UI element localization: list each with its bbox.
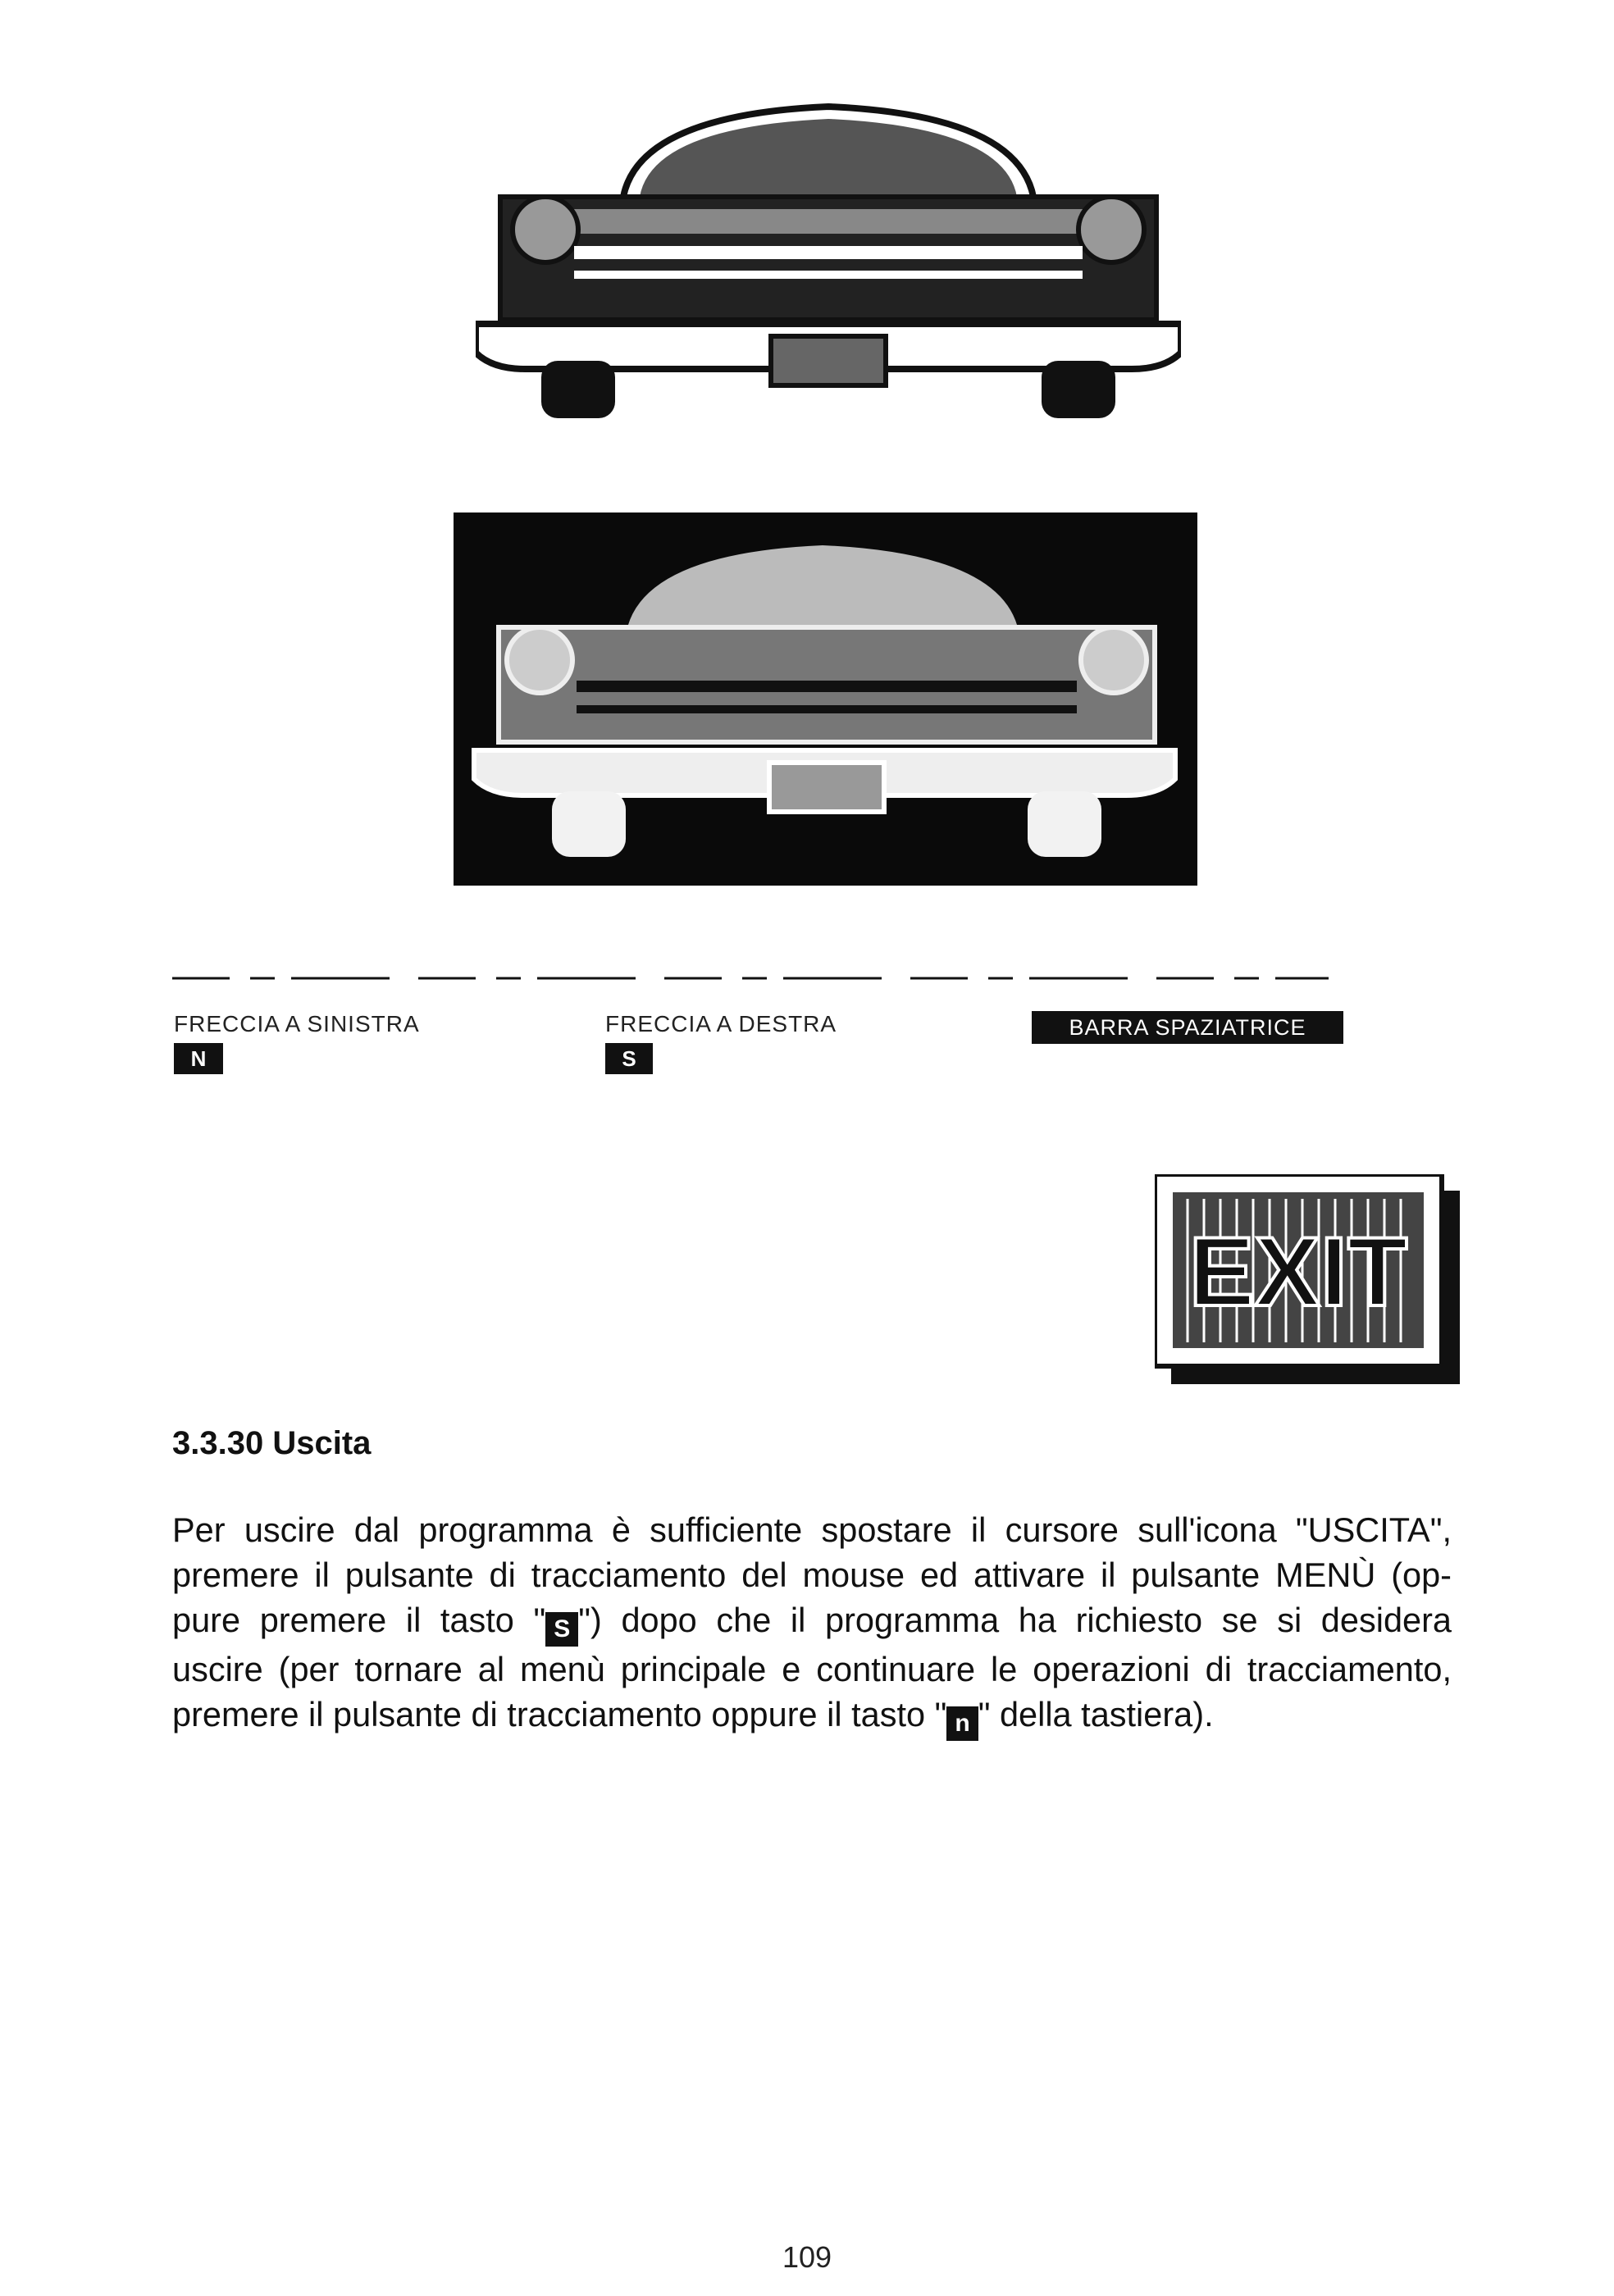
key-label-left-arrow: FRECCIA A SINISTRA xyxy=(174,1011,420,1036)
inline-key-s: S xyxy=(545,1612,578,1647)
key-cap-n: N xyxy=(174,1043,223,1074)
para-line-4: uscire (per tornare al menù principale e continuare le operazioni di tracciamento, xyxy=(172,1650,1452,1688)
key-label-right-arrow: FRECCIA A DESTRA xyxy=(605,1011,837,1036)
para-line-3a: pure premere il tasto " xyxy=(172,1601,546,1639)
para-line-5 xyxy=(172,1692,1452,1741)
exit-icon xyxy=(1155,1174,1460,1384)
para-line-3 xyxy=(172,1597,1452,1647)
dashed-separator xyxy=(172,976,1329,981)
section-paragraph xyxy=(172,1507,1452,1741)
inline-key-n: n xyxy=(946,1706,978,1741)
para-line-5a: premere il pulsante di tracciamento oppure il tasto " xyxy=(172,1695,947,1733)
car-front-normal-illustration xyxy=(476,98,1181,443)
key-cap-spacebar: BARRA SPAZIATRICE xyxy=(1032,1011,1343,1044)
page-number: 109 xyxy=(782,2240,832,2274)
section-heading: 3.3.30 Uscita xyxy=(172,1425,372,1461)
key-cap-s: S xyxy=(605,1043,653,1074)
car-front-inverted-illustration xyxy=(454,512,1197,886)
exit-icon-text: EXIT xyxy=(1188,1217,1408,1327)
para-line-1: Per uscire dal programma è sufficiente spostare il cursore sull'icona "USCITA", xyxy=(172,1510,1452,1549)
para-line-5b: " della tastiera). xyxy=(978,1695,1214,1733)
para-line-2: premere il pulsante di tracciamento del mouse ed attivare il pulsante MENÙ (op- xyxy=(172,1556,1452,1594)
para-line-3b: ") dopo che il programma ha richiesto se si desidera xyxy=(578,1601,1452,1639)
